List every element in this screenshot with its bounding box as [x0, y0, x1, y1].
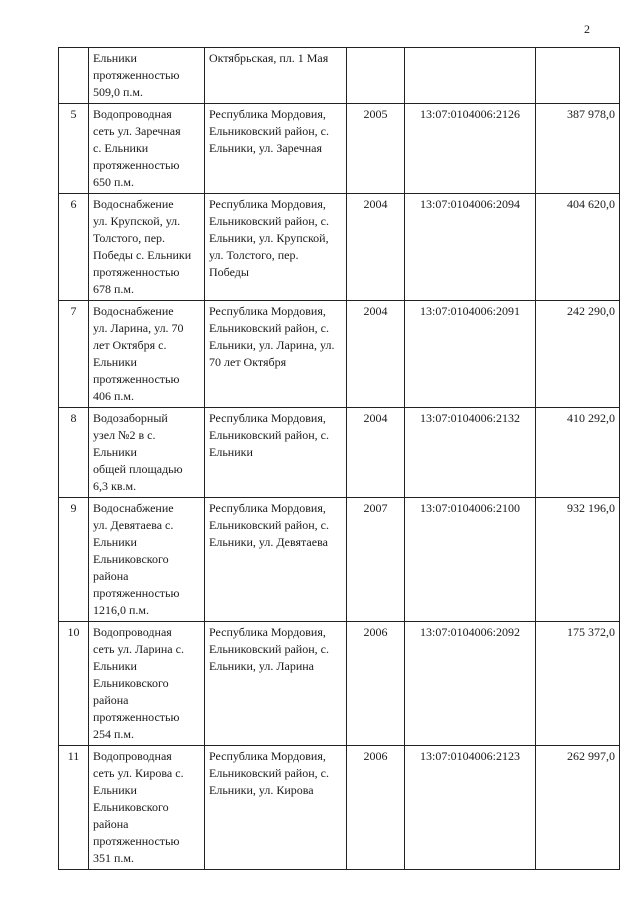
object-name: Ельники протяженностью 509,0 п.м.: [89, 48, 205, 104]
object-address: Октябрьская, пл. 1 Мая: [205, 48, 347, 104]
object-address: Республика Мордовия, Ельниковский район, с. Ельники, ул. Ларина: [205, 622, 347, 746]
table-row: [59, 622, 620, 746]
table-row: [59, 746, 620, 870]
cadastral-number: [405, 48, 536, 104]
balance-cost: 410 292,0: [536, 408, 620, 498]
table-row: [59, 301, 620, 408]
cadastral-number: 13:07:0104006:2091: [405, 301, 536, 408]
balance-cost: 387 978,0: [536, 104, 620, 194]
registry-body: [59, 48, 620, 870]
row-number: [59, 48, 89, 104]
commission-year: 2005: [347, 104, 405, 194]
object-name: Водопроводная сеть ул. Кирова с. Ельники Ельниковского района протяженностью 351 п.м.: [89, 746, 205, 870]
row-number: 8: [59, 408, 89, 498]
object-address: Республика Мордовия, Ельниковский район, с. Ельники, ул. Ларина, ул. 70 лет Октября: [205, 301, 347, 408]
commission-year: 2004: [347, 194, 405, 301]
object-name: Водопроводная сеть ул. Ларина с. Ельники Ельниковского района протяженностью 254 п.м.: [89, 622, 205, 746]
object-name: Водозаборный узел №2 в с. Ельники общей площадью 6,3 кв.м.: [89, 408, 205, 498]
object-address: Республика Мордовия, Ельниковский район, с. Ельники, ул. Заречная: [205, 104, 347, 194]
table-row: [59, 194, 620, 301]
commission-year: 2006: [347, 746, 405, 870]
table-row: [59, 104, 620, 194]
balance-cost: 242 290,0: [536, 301, 620, 408]
row-number: 10: [59, 622, 89, 746]
table-row: [59, 498, 620, 622]
commission-year: 2007: [347, 498, 405, 622]
object-address: Республика Мордовия, Ельниковский район, с. Ельники, ул. Крупской, ул. Толстого, пер. Победы: [205, 194, 347, 301]
balance-cost: 175 372,0: [536, 622, 620, 746]
commission-year: 2004: [347, 301, 405, 408]
cadastral-number: 13:07:0104006:2100: [405, 498, 536, 622]
object-name: Водоснабжение ул. Крупской, ул. Толстого, пер. Победы с. Ельники протяженностью 678 п.м.: [89, 194, 205, 301]
balance-cost: 262 997,0: [536, 746, 620, 870]
page-number: 2: [584, 22, 590, 36]
commission-year: 2006: [347, 622, 405, 746]
object-address: Республика Мордовия, Ельниковский район, с. Ельники: [205, 408, 347, 498]
cadastral-number: 13:07:0104006:2092: [405, 622, 536, 746]
table-row: [59, 48, 620, 104]
cadastral-number: 13:07:0104006:2094: [405, 194, 536, 301]
object-name: Водоснабжение ул. Девятаева с. Ельники Ельниковского района протяженностью 1216,0 п.м.: [89, 498, 205, 622]
commission-year: 2004: [347, 408, 405, 498]
row-number: 6: [59, 194, 89, 301]
row-number: 9: [59, 498, 89, 622]
row-number: 11: [59, 746, 89, 870]
object-address: Республика Мордовия, Ельниковский район, с. Ельники, ул. Девятаева: [205, 498, 347, 622]
table-row: [59, 408, 620, 498]
object-address: Республика Мордовия, Ельниковский район, с. Ельники, ул. Кирова: [205, 746, 347, 870]
cadastral-number: 13:07:0104006:2132: [405, 408, 536, 498]
object-name: Водоснабжение ул. Ларина, ул. 70 лет Октября с. Ельники протяженностью 406 п.м.: [89, 301, 205, 408]
object-name: Водопроводная сеть ул. Заречная с. Ельники протяженностью 650 п.м.: [89, 104, 205, 194]
balance-cost: [536, 48, 620, 104]
commission-year: [347, 48, 405, 104]
row-number: 5: [59, 104, 89, 194]
property-registry-table: [58, 47, 620, 870]
row-number: 7: [59, 301, 89, 408]
balance-cost: 932 196,0: [536, 498, 620, 622]
cadastral-number: 13:07:0104006:2123: [405, 746, 536, 870]
cadastral-number: 13:07:0104006:2126: [405, 104, 536, 194]
balance-cost: 404 620,0: [536, 194, 620, 301]
